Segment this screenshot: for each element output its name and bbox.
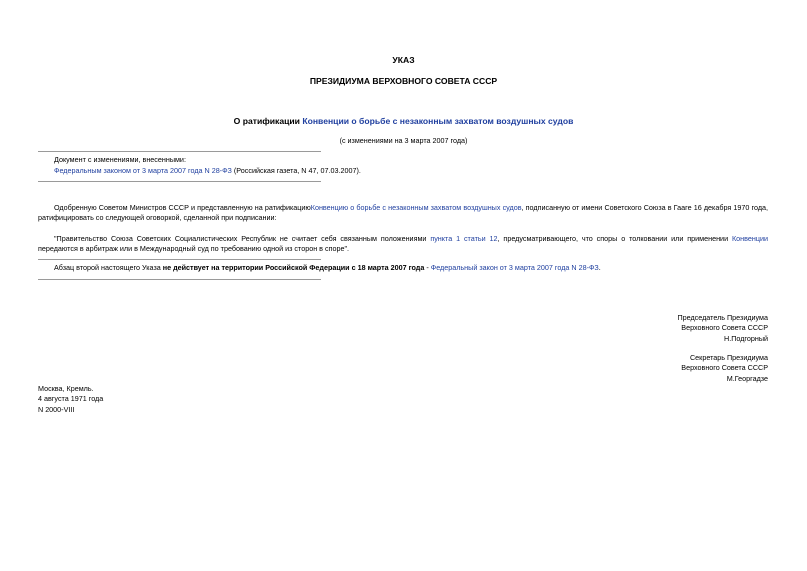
chairman-title-2: Верховного Совета СССР <box>681 323 768 333</box>
secretary-title-1: Секретарь Президиума <box>689 353 768 362</box>
secretary-name: М.Георгадзе <box>726 373 768 383</box>
secretary-title-2: Верховного Совета СССР <box>681 363 768 373</box>
convention-title-link[interactable]: Конвенции о борьбе с незаконным захватом воздушных судов <box>302 116 574 126</box>
article-12-link[interactable]: пункта 1 статьи 12 <box>430 234 498 243</box>
changes-label: Документ с изменениями, внесенными: <box>54 155 186 164</box>
editorial-note <box>54 263 768 273</box>
note-bottom-rule <box>38 279 321 280</box>
paragraph-1-start: Одобренную Советом Министров СССР и представленную на ратификацию <box>54 203 311 212</box>
secretary-signature <box>681 353 768 384</box>
changes-bottom-rule <box>38 181 321 182</box>
note-bold: не действует на территории Российской Федерации с 18 марта 2007 года <box>162 263 425 272</box>
note-top-rule <box>38 259 321 260</box>
paragraph-1 <box>38 203 768 222</box>
decree-number: N 2000-VIII <box>38 404 75 414</box>
note-start: Абзац второй настоящего Указа <box>54 263 163 272</box>
edition-note: (с изменениями на 3 марта 2007 года) <box>339 136 468 145</box>
paragraph-2-start: "Правительство Союза Советских Социалистических Республик не считает себя связанным положениями <box>54 234 431 243</box>
paragraph-2-mid: , предусматривающего, что споры о толковании или применении <box>497 234 732 243</box>
note-dash: - <box>424 263 431 272</box>
document-title <box>0 116 807 128</box>
chairman-signature <box>677 313 768 344</box>
place: Москва, Кремль. <box>38 384 94 393</box>
chairman-name: Н.Подгорный <box>724 333 768 343</box>
note-end: . <box>598 263 601 272</box>
changes-entry <box>54 166 361 176</box>
note-law-link[interactable]: Федеральный закон от 3 марта 2007 года N 28-ФЗ <box>430 263 599 272</box>
changes-source: (Российская газета, N 47, 07.03.2007). <box>231 166 361 175</box>
paragraph-1-end: , подписанную от имени Советского Союза в Гааге 16 декабря 1970 года, ратифицировать со следующей оговоркой, сделанной при подписании: <box>38 203 769 222</box>
paragraph-2 <box>38 234 768 253</box>
title-prefix: О ратификации <box>233 116 303 126</box>
presidium-heading: ПРЕЗИДИУМА ВЕРХОВНОГО СОВЕТА СССР <box>309 76 498 86</box>
place-date-block <box>38 384 103 415</box>
convention-short-link[interactable]: Конвенции <box>731 234 768 243</box>
paragraph-2-end: передаются в арбитраж или в Международный суд по требованию одной из сторон в споре". <box>38 243 350 253</box>
federal-law-link[interactable]: Федеральным законом от 3 марта 2007 года N 28-ФЗ <box>54 166 232 175</box>
changes-top-rule <box>38 151 321 152</box>
decree-heading: УКАЗ <box>392 55 415 65</box>
convention-link[interactable]: Конвенцию о борьбе с незаконным захватом воздушных судов <box>310 203 522 212</box>
date: 4 августа 1971 года <box>38 394 104 404</box>
chairman-title-1: Председатель Президиума <box>677 313 768 322</box>
